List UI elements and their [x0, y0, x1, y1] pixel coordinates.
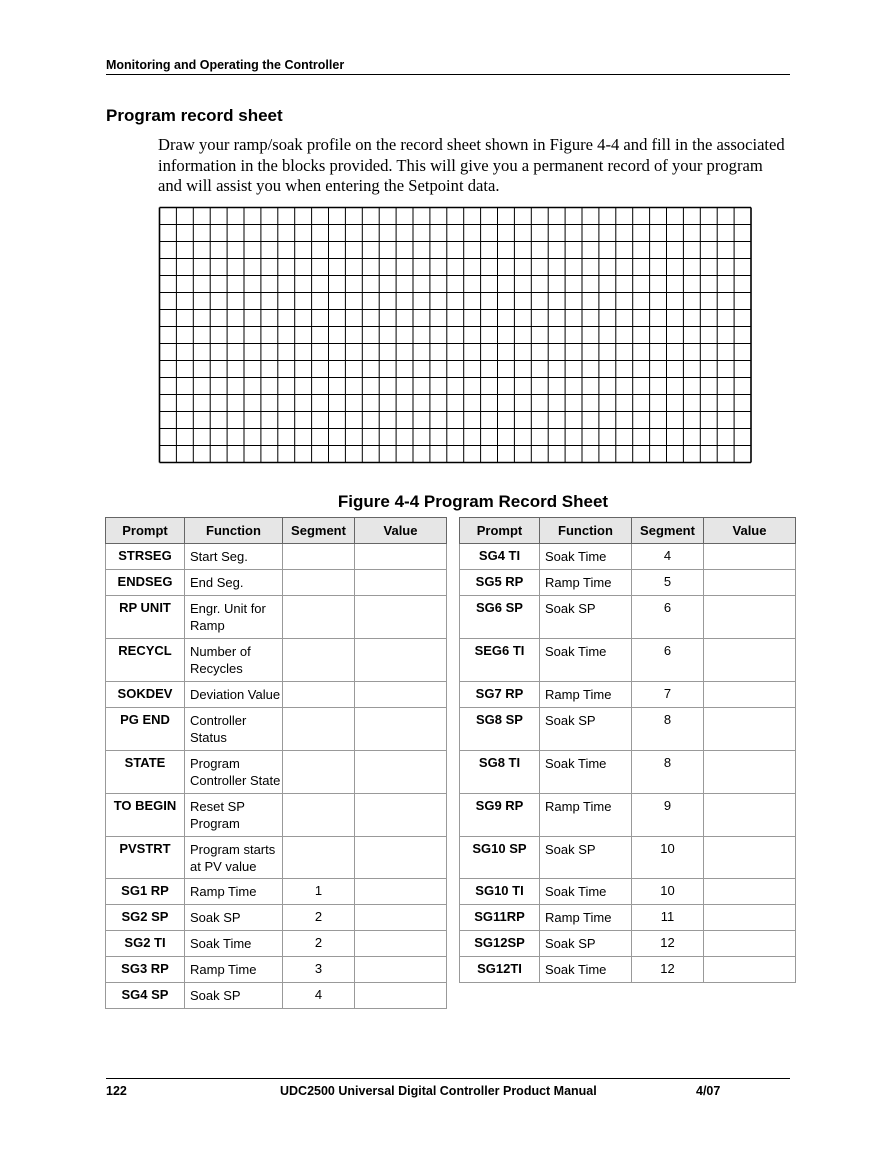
header-rule: [106, 74, 790, 75]
value-cell: [355, 708, 447, 751]
segment-cell: 10: [632, 879, 704, 905]
table-row: [460, 931, 796, 957]
prompt-cell: SG3 RP: [106, 957, 185, 983]
segment-cell: [283, 837, 355, 879]
prompt-cell: SG7 RP: [460, 682, 540, 708]
prompt-cell: PVSTRT: [106, 837, 185, 879]
column-header-value: Value: [704, 518, 796, 544]
segment-cell: 2: [283, 905, 355, 931]
segment-cell: 6: [632, 639, 704, 682]
column-header-function: Function: [185, 518, 283, 544]
prompt-cell: ENDSEG: [106, 570, 185, 596]
value-cell: [704, 596, 796, 639]
footer-rule: [106, 1078, 790, 1079]
function-cell: Controller Status: [185, 708, 283, 751]
table-row: [106, 596, 447, 639]
column-header-value: Value: [355, 518, 447, 544]
value-cell: [355, 544, 447, 570]
table-row: [106, 837, 447, 879]
table-row: [460, 544, 796, 570]
table-row: [460, 570, 796, 596]
prompt-cell: SG8 SP: [460, 708, 540, 751]
function-cell: Soak SP: [540, 931, 632, 957]
function-cell: Soak Time: [540, 957, 632, 983]
function-cell: Ramp Time: [185, 957, 283, 983]
function-cell: Ramp Time: [540, 682, 632, 708]
manual-title: UDC2500 Universal Digital Controller Product Manual: [280, 1084, 597, 1098]
value-cell: [704, 905, 796, 931]
function-cell: Ramp Time: [540, 905, 632, 931]
segment-cell: [283, 794, 355, 837]
segment-cell: [283, 751, 355, 794]
segment-cell: [283, 570, 355, 596]
table-row: [106, 983, 447, 1009]
value-cell: [355, 931, 447, 957]
value-cell: [704, 682, 796, 708]
table-row: [460, 905, 796, 931]
prompt-cell: SG5 RP: [460, 570, 540, 596]
ramp-soak-record-grid: [158, 206, 752, 464]
table-row: [106, 708, 447, 751]
value-cell: [355, 596, 447, 639]
segment-cell: 2: [283, 931, 355, 957]
function-cell: Soak SP: [540, 708, 632, 751]
prompt-cell: RP UNIT: [106, 596, 185, 639]
table-row: [460, 879, 796, 905]
value-cell: [704, 931, 796, 957]
segment-cell: 8: [632, 708, 704, 751]
value-cell: [704, 708, 796, 751]
segment-cell: 1: [283, 879, 355, 905]
segment-cell: 7: [632, 682, 704, 708]
running-header: Monitoring and Operating the Controller: [106, 58, 345, 72]
prompt-cell: TO BEGIN: [106, 794, 185, 837]
prompt-cell: SOKDEV: [106, 682, 185, 708]
table-row: [106, 794, 447, 837]
value-cell: [355, 837, 447, 879]
value-cell: [355, 794, 447, 837]
table-header-row: [106, 518, 447, 544]
table-row: [106, 544, 447, 570]
table-row: [106, 879, 447, 905]
function-cell: Soak SP: [185, 905, 283, 931]
function-cell: Deviation Value: [185, 682, 283, 708]
prompt-cell: SG10 TI: [460, 879, 540, 905]
column-header-segment: Segment: [632, 518, 704, 544]
value-cell: [355, 957, 447, 983]
table-row: [106, 639, 447, 682]
prompt-cell: SG12TI: [460, 957, 540, 983]
table-row: [460, 837, 796, 879]
table-row: [106, 751, 447, 794]
function-cell: Soak Time: [185, 931, 283, 957]
prompt-cell: SG11RP: [460, 905, 540, 931]
segment-cell: [283, 639, 355, 682]
segment-cell: [283, 708, 355, 751]
function-cell: Soak Time: [540, 751, 632, 794]
function-cell: Number of Recycles: [185, 639, 283, 682]
table-row: [460, 596, 796, 639]
column-header-prompt: Prompt: [106, 518, 185, 544]
segment-cell: 12: [632, 931, 704, 957]
value-cell: [355, 751, 447, 794]
table-row: [106, 931, 447, 957]
revision-date: 4/07: [696, 1084, 721, 1098]
segment-cell: 10: [632, 837, 704, 879]
segment-cell: 4: [283, 983, 355, 1009]
value-cell: [355, 905, 447, 931]
column-header-prompt: Prompt: [460, 518, 540, 544]
function-cell: Ramp Time: [185, 879, 283, 905]
column-header-function: Function: [540, 518, 632, 544]
table-row: [460, 708, 796, 751]
segment-cell: 8: [632, 751, 704, 794]
segment-cell: 11: [632, 905, 704, 931]
prompt-cell: SG12SP: [460, 931, 540, 957]
function-cell: Program Controller State: [185, 751, 283, 794]
segment-cell: 12: [632, 957, 704, 983]
prompt-cell: SG8 TI: [460, 751, 540, 794]
segment-cell: 3: [283, 957, 355, 983]
column-header-segment: Segment: [283, 518, 355, 544]
table-row: [460, 639, 796, 682]
function-cell: Soak Time: [540, 544, 632, 570]
table-header-row: [460, 518, 796, 544]
intro-paragraph: Draw your ramp/soak profile on the record sheet shown in Figure 4-4 and fill in the associated information in the blocks provided. This will give you a permanent record of your program and will assist you when entering the Setpoint data.: [158, 135, 785, 195]
segment-cell: 5: [632, 570, 704, 596]
segment-cell: 9: [632, 794, 704, 837]
table-row: [460, 794, 796, 837]
table-row: [106, 682, 447, 708]
segment-cell: [283, 544, 355, 570]
segment-cell: 4: [632, 544, 704, 570]
function-cell: Soak SP: [185, 983, 283, 1009]
prompt-cell: SG2 TI: [106, 931, 185, 957]
value-cell: [355, 682, 447, 708]
value-cell: [704, 570, 796, 596]
section-title: Program record sheet: [106, 106, 283, 125]
prompt-cell: SG6 SP: [460, 596, 540, 639]
segment-cell: 6: [632, 596, 704, 639]
table-row: [460, 751, 796, 794]
prompt-cell: STRSEG: [106, 544, 185, 570]
value-cell: [355, 983, 447, 1009]
prompt-cell: SG2 SP: [106, 905, 185, 931]
value-cell: [704, 544, 796, 570]
prompt-cell: SG10 SP: [460, 837, 540, 879]
prompt-cell: SG9 RP: [460, 794, 540, 837]
record-table-left: [105, 517, 447, 1009]
value-cell: [704, 837, 796, 879]
table-row: [106, 570, 447, 596]
value-cell: [355, 570, 447, 596]
value-cell: [704, 794, 796, 837]
page-number: 122: [106, 1084, 127, 1098]
value-cell: [704, 879, 796, 905]
function-cell: Reset SP Program: [185, 794, 283, 837]
prompt-cell: SG4 SP: [106, 983, 185, 1009]
prompt-cell: STATE: [106, 751, 185, 794]
segment-cell: [283, 682, 355, 708]
value-cell: [704, 751, 796, 794]
table-row: [460, 682, 796, 708]
table-row: [106, 905, 447, 931]
prompt-cell: RECYCL: [106, 639, 185, 682]
function-cell: Soak Time: [540, 879, 632, 905]
function-cell: Engr. Unit for Ramp: [185, 596, 283, 639]
prompt-cell: PG END: [106, 708, 185, 751]
segment-cell: [283, 596, 355, 639]
prompt-cell: SG4 TI: [460, 544, 540, 570]
prompt-cell: SG1 RP: [106, 879, 185, 905]
function-cell: Soak Time: [540, 639, 632, 682]
value-cell: [704, 639, 796, 682]
function-cell: Ramp Time: [540, 794, 632, 837]
function-cell: End Seg.: [185, 570, 283, 596]
value-cell: [355, 879, 447, 905]
function-cell: Start Seg.: [185, 544, 283, 570]
function-cell: Program starts at PV value: [185, 837, 283, 879]
function-cell: Ramp Time: [540, 570, 632, 596]
function-cell: Soak SP: [540, 837, 632, 879]
prompt-cell: SEG6 TI: [460, 639, 540, 682]
table-row: [460, 957, 796, 983]
figure-caption: Figure 4-4 Program Record Sheet: [337, 492, 609, 511]
value-cell: [704, 957, 796, 983]
value-cell: [355, 639, 447, 682]
table-row: [106, 957, 447, 983]
function-cell: Soak SP: [540, 596, 632, 639]
record-table-right: [459, 517, 796, 983]
